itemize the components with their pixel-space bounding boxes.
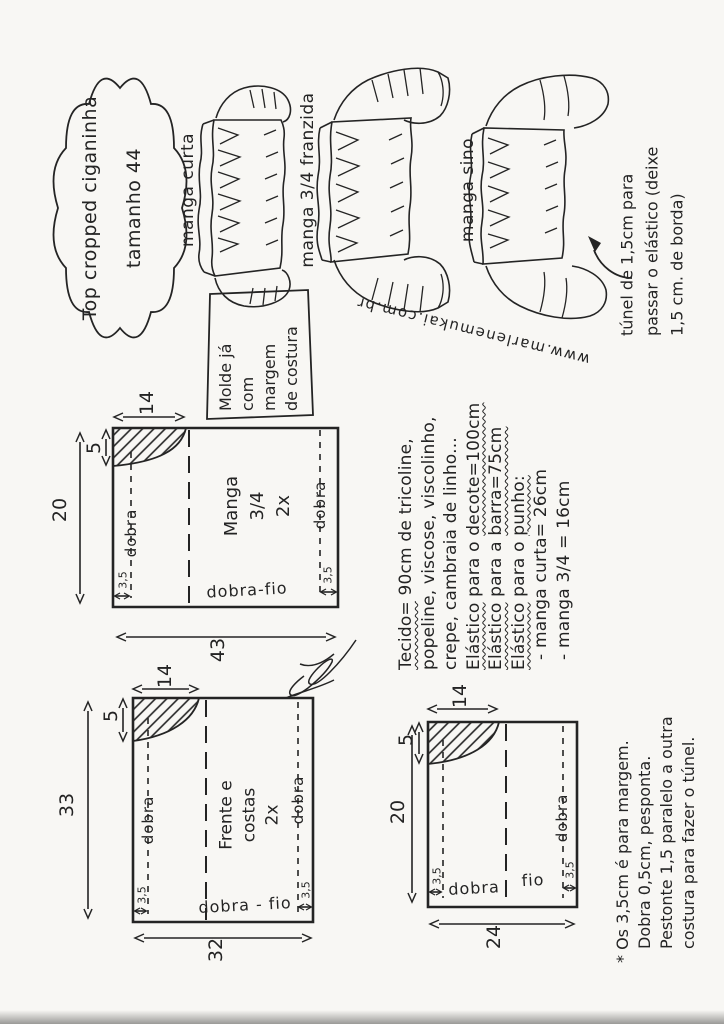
pattern-title xyxy=(68,83,156,333)
model-label-manga-curta: manga curta xyxy=(178,132,198,248)
p3-grainline-label-dobra: dobra xyxy=(447,877,501,899)
p2-name xyxy=(216,765,285,865)
p3-height-dim-label: 20 xyxy=(387,799,409,825)
p2-notch-height-label: 5 xyxy=(100,709,122,723)
website-url: www.marlenemukai.com.br xyxy=(354,293,592,369)
fabric-line: Elástico para o punho: xyxy=(508,475,529,670)
p1-name xyxy=(219,458,297,554)
p3-grainline-label-fio: fio xyxy=(521,869,545,891)
p2-quantity: 2x xyxy=(262,804,283,826)
fabric-line: - manga curta= 26cm xyxy=(531,468,551,660)
fabric-line: Tecido= 90cm de tricoline, xyxy=(396,438,416,670)
p2-width-dim-label: 32 xyxy=(205,937,227,963)
p2-grainline-label: dobra - fio xyxy=(197,893,293,917)
model-label-manga-34-franzida: manga 3/4 franzida xyxy=(298,92,318,268)
model-label-manga-sino: manga sino xyxy=(458,137,478,243)
tunnel-note-line3: 1,5 cm. de borda) xyxy=(667,193,687,336)
sketch-blouse-bell-sleeve xyxy=(469,75,608,318)
footnote-line3: Pestonte 1,5 paralelo a outra xyxy=(657,716,676,949)
p1-name-line1: Manga xyxy=(221,475,242,537)
p1-notch-height-label: 5 xyxy=(83,441,105,455)
p3-notch-height-label: 5 xyxy=(395,733,417,747)
p3-seam-label-right: 3,5 xyxy=(563,861,577,879)
p1-fold-label-right: dobra xyxy=(311,480,329,530)
p1-seam-label-right: 3,5 xyxy=(321,566,335,584)
seam-footnote xyxy=(612,647,700,963)
p3-width-dim-label: 24 xyxy=(483,924,505,950)
p2-fold-label-left: dobra xyxy=(139,795,157,845)
p2-fold-label-right: dobra xyxy=(289,775,307,825)
tunnel-note-line2: passar o elástico (deixe xyxy=(642,146,662,336)
p2-notch-width-label: 14 xyxy=(154,663,176,689)
piece-manga34-neck-notch xyxy=(113,428,186,466)
p2-seam-label-right: 3,5 xyxy=(299,881,313,899)
p1-fold-label-left: dobra xyxy=(122,508,140,558)
piece-frente-neck-notch xyxy=(133,698,199,741)
molde-note-line3: margem xyxy=(260,343,279,411)
footnote-line1: * Os 3,5cm é para margem. xyxy=(613,740,632,963)
fabric-line: popeline, viscose, viscolinho, xyxy=(418,416,439,670)
fabric-line: Elástico para a barra=75cm xyxy=(486,426,506,670)
footnote-line4: costura para fazer o túnel. xyxy=(679,736,698,949)
molde-note-line4: de costura xyxy=(282,326,301,411)
p3-seam-label-left: 3,5 xyxy=(430,867,444,885)
molde-note-line2: com xyxy=(238,376,257,411)
footnote-line2: Dobra 0,5cm, pesponta. xyxy=(635,755,654,949)
p3-notch-width-label: 14 xyxy=(449,683,471,709)
pattern-title-line1: Top cropped ciganinha xyxy=(79,95,101,321)
fabric-line: - manga 3/4 = 16cm xyxy=(553,480,574,660)
molde-note xyxy=(215,299,303,411)
fabric-line: Elástico para o decote=100cm xyxy=(463,402,484,670)
p1-name-line2: 3/4 xyxy=(247,491,268,521)
p1-height-dim-label: 20 xyxy=(49,497,71,523)
p2-seam-label-left: 3,5 xyxy=(135,886,149,904)
sketch-blouse-short-sleeve xyxy=(198,86,290,307)
piece-manga-curta-neck-notch xyxy=(428,722,499,764)
p1-quantity: 2x xyxy=(273,494,294,518)
tunnel-note xyxy=(615,74,690,336)
signature-scribble xyxy=(286,640,356,698)
p1-notch-width-label: 14 xyxy=(136,390,158,416)
tunnel-note-line1: túnel de 1,5cm para xyxy=(617,173,637,336)
p1-grainline-label: dobra-fio xyxy=(205,578,289,602)
piece-manga34 xyxy=(80,417,338,637)
sketch-blouse-three-quarter-sleeve xyxy=(317,68,450,312)
fabric-line: crepe, cambraia de linho... xyxy=(441,437,461,670)
fabric-notes xyxy=(395,384,575,670)
p2-name-line1: Frente e xyxy=(216,780,237,850)
p1-seam-label-left: 3,5 xyxy=(116,571,130,589)
p2-name-line2: costas xyxy=(239,787,260,843)
p3-fold-label-right: dobra xyxy=(553,793,571,843)
p1-width-dim-label: 43 xyxy=(207,637,229,663)
scan-edge-shadow xyxy=(0,1010,724,1024)
molde-note-line1: Molde já xyxy=(216,343,235,411)
p2-height-dim-label: 33 xyxy=(56,792,78,818)
pattern-title-line2: tamanho 44 xyxy=(123,147,145,269)
